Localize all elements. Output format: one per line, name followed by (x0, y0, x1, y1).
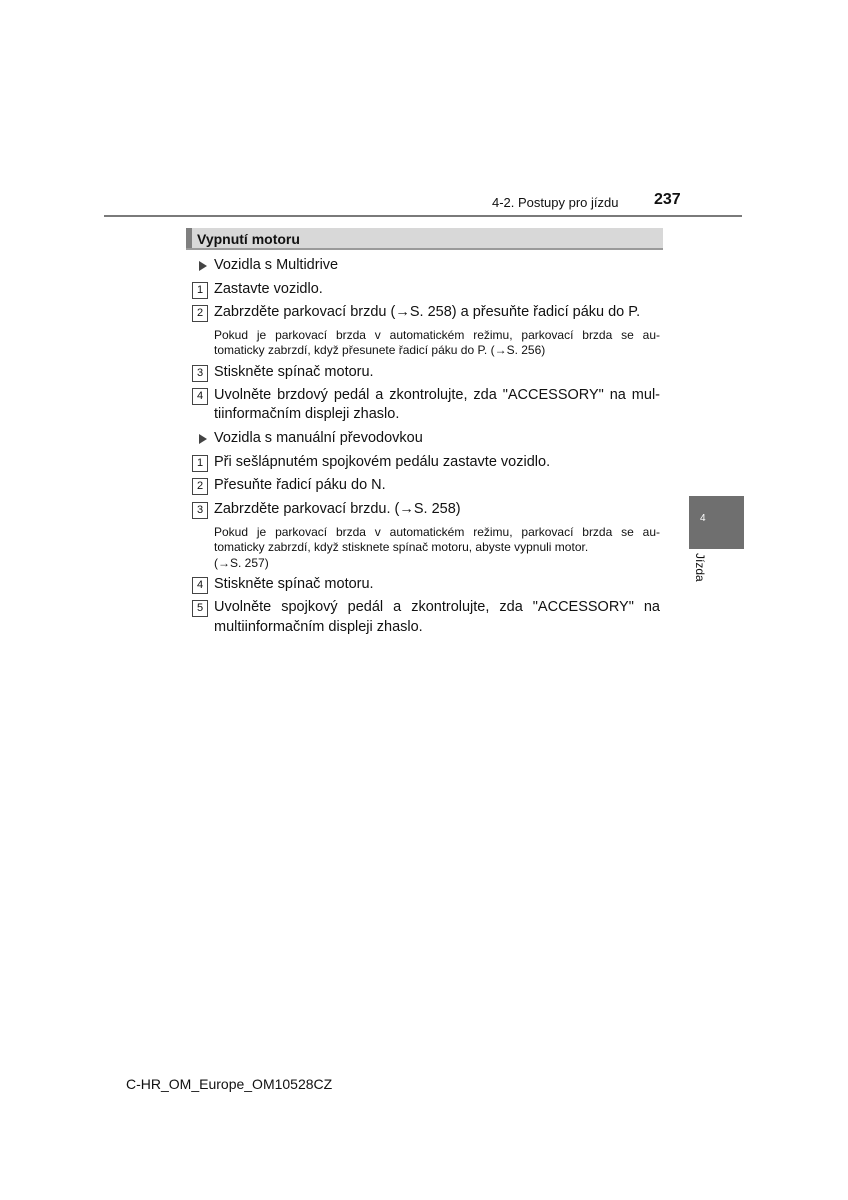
step-text: Přesuňte řadicí páku do N. (214, 477, 386, 493)
step-text: Při sešlápnutém spojkovém pedálu zastavte vozidlo. (214, 454, 551, 470)
step-note: tomaticky zabrzdí, když přesunete řadicí páku do P. (→S. 256) (214, 343, 546, 357)
step-number-box: 4 (192, 388, 208, 405)
chapter-tab-label: Jízda (693, 553, 707, 582)
chapter-tab-number: 4 (700, 513, 706, 524)
chapter-tab (689, 496, 744, 549)
step-text: Zabrzděte parkovací brzdu. (→S. 258) (214, 501, 461, 517)
step-note: Pokud je parkovací brzda v automatickém režimu, parkovací brzda se au- (214, 328, 660, 342)
step-number-box: 4 (192, 577, 208, 594)
section-heading: Vypnutí motoru (197, 231, 300, 247)
step-note: Pokud je parkovací brzda v automatickém režimu, parkovací brzda se au- (214, 525, 660, 539)
header-divider (104, 215, 742, 217)
document-code: C-HR_OM_Europe_OM10528CZ (126, 1076, 333, 1092)
step-text: Stiskněte spínač motoru. (214, 576, 374, 592)
section-heading-bar (186, 228, 663, 250)
step-number-box: 3 (192, 502, 208, 519)
step-number-box: 1 (192, 455, 208, 472)
section-heading-accent (186, 228, 192, 248)
group-title-manual: Vozidla s manuální převodovkou (214, 430, 423, 446)
step-number-box: 2 (192, 478, 208, 495)
step-number-box: 3 (192, 365, 208, 382)
step-text: Uvolněte spojkový pedál a zkontrolujte, zda "ACCESSORY" na (214, 599, 660, 615)
step-note: tomaticky zabrzdí, když stisknete spínač motoru, abyste vypnuli motor. (214, 540, 589, 554)
triangle-bullet-icon (199, 434, 207, 444)
step-number-box: 5 (192, 600, 208, 617)
header-section-title: 4-2. Postupy pro jízdu (492, 195, 619, 210)
group-title-multidrive: Vozidla s Multidrive (214, 257, 339, 273)
step-text: Uvolněte brzdový pedál a zkontrolujte, zda "ACCESSORY" na mul- (214, 387, 660, 403)
step-text: multiinformačním displeji zhaslo. (214, 619, 423, 635)
step-text: Zabrzděte parkovací brzdu (→S. 258) a přesuňte řadicí páku do P. (214, 304, 641, 320)
step-note: (→S. 257) (214, 556, 269, 570)
step-text: tiinformačním displeji zhaslo. (214, 406, 400, 422)
page-number: 237 (654, 191, 681, 208)
step-text: Zastavte vozidlo. (214, 281, 323, 297)
step-text: Stiskněte spínač motoru. (214, 364, 374, 380)
step-number-box: 1 (192, 282, 208, 299)
step-number-box: 2 (192, 305, 208, 322)
triangle-bullet-icon (199, 261, 207, 271)
